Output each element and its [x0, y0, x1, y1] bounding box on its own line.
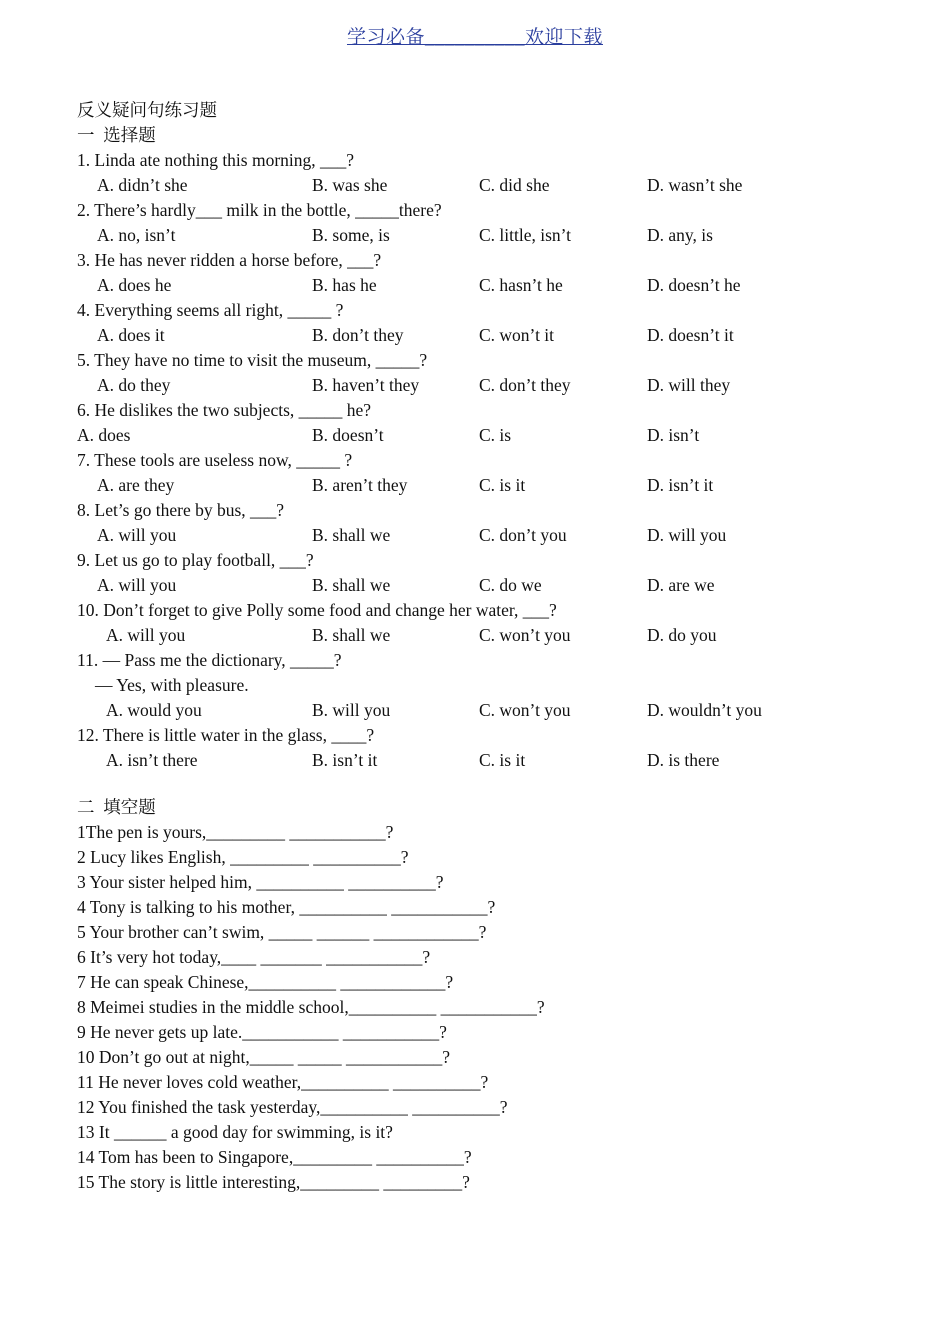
answer-option: C. is it [479, 475, 526, 495]
question-text: 12. There is little water in the glass, ____? [77, 725, 375, 745]
answer-option: C. is it [479, 750, 526, 770]
question-text: 3. He has never ridden a horse before, ___? [77, 250, 382, 270]
section-heading-choice: 一 选择题 [77, 125, 156, 145]
answer-option: B. shall we [312, 625, 391, 645]
answer-option: C. little, isn’t [479, 225, 572, 245]
fill-in-item: 6 It’s very hot today,____ _______ ___________? [77, 947, 431, 967]
question-text: 1. Linda ate nothing this morning, ___? [77, 150, 355, 170]
fill-in-item: 14 Tom has been to Singapore,_________ __________? [77, 1147, 472, 1167]
answer-option: B. aren’t they [312, 475, 408, 495]
answer-option: B. don’t they [312, 325, 404, 345]
answer-option: C. won’t you [479, 625, 571, 645]
question-text: 10. Don’t forget to give Polly some food and change her water, ___? [77, 600, 557, 620]
answer-option: A. does [77, 425, 131, 445]
answer-option: B. shall we [312, 575, 391, 595]
question-text: 9. Let us go to play football, ___? [77, 550, 314, 570]
fill-in-item: 5 Your brother can’t swim, _____ ______ ____________? [77, 922, 487, 942]
document-title: 反义疑问句练习题 [77, 100, 217, 120]
question-text: 5. They have no time to visit the museum, _____? [77, 350, 428, 370]
answer-option: D. wouldn’t you [647, 700, 762, 720]
answer-option: A. would you [106, 700, 202, 720]
question-response: — Yes, with pleasure. [95, 675, 249, 695]
answer-option: B. will you [312, 700, 391, 720]
answer-option: C. hasn’t he [479, 275, 563, 295]
fill-in-item: 13 It ______ a good day for swimming, is it? [77, 1122, 393, 1142]
answer-option: B. haven’t they [312, 375, 420, 395]
fill-in-item: 12 You finished the task yesterday,__________ __________? [77, 1097, 508, 1117]
question-text: 7. These tools are useless now, _____ ? [77, 450, 353, 470]
question-text: 2. There’s hardly___ milk in the bottle, _____there? [77, 200, 442, 220]
fill-in-item: 3 Your sister helped him, __________ __________? [77, 872, 444, 892]
answer-option: A. didn’t she [97, 175, 188, 195]
fill-in-item: 1The pen is yours,_________ ___________? [77, 822, 394, 842]
answer-option: A. does it [97, 325, 165, 345]
fill-in-item: 8 Meimei studies in the middle school,__________ ___________? [77, 997, 545, 1017]
answer-option: B. some, is [312, 225, 390, 245]
answer-option: D. doesn’t he [647, 275, 741, 295]
fill-in-item: 11 He never loves cold weather,__________ __________? [77, 1072, 489, 1092]
answer-option: D. will you [647, 525, 727, 545]
answer-option: C. do we [479, 575, 542, 595]
answer-option: A. will you [97, 525, 177, 545]
answer-option: D. isn’t [647, 425, 700, 445]
answer-option: C. don’t they [479, 375, 571, 395]
answer-option: B. has he [312, 275, 377, 295]
answer-option: D. will they [647, 375, 731, 395]
question-text: 6. He dislikes the two subjects, _____ he? [77, 400, 372, 420]
fill-in-item: 15 The story is little interesting,_________ _________? [77, 1172, 470, 1192]
answer-option: D. doesn’t it [647, 325, 734, 345]
answer-option: A. will you [97, 575, 177, 595]
section-heading-fill: 二 填空题 [77, 797, 156, 817]
page-header: 学习必备__________欢迎下载 [346, 27, 603, 48]
answer-option: C. won’t it [479, 325, 555, 345]
answer-option: B. shall we [312, 525, 391, 545]
answer-option: D. are we [647, 575, 715, 595]
fill-in-item: 4 Tony is talking to his mother, __________ ___________? [77, 897, 496, 917]
fill-in-item: 7 He can speak Chinese,__________ ____________? [77, 972, 454, 992]
answer-option: C. is [479, 425, 512, 445]
question-text: 11. — Pass me the dictionary, _____? [77, 650, 342, 670]
answer-option: C. don’t you [479, 525, 567, 545]
answer-option: A. no, isn’t [97, 225, 176, 245]
answer-option: C. did she [479, 175, 550, 195]
answer-option: B. was she [312, 175, 388, 195]
answer-option: A. do they [97, 375, 171, 395]
fill-in-item: 2 Lucy likes English, _________ __________? [77, 847, 409, 867]
fill-in-item: 10 Don’t go out at night,_____ _____ ___________? [77, 1047, 450, 1067]
answer-option: D. wasn’t she [647, 175, 743, 195]
answer-option: D. do you [647, 625, 717, 645]
answer-option: A. are they [97, 475, 175, 495]
answer-option: B. doesn’t [312, 425, 384, 445]
answer-option: A. isn’t there [106, 750, 198, 770]
answer-option: D. any, is [647, 225, 713, 245]
answer-option: D. is there [647, 750, 720, 770]
answer-option: A. will you [106, 625, 186, 645]
answer-option: B. isn’t it [312, 750, 378, 770]
question-text: 8. Let’s go there by bus, ___? [77, 500, 285, 520]
answer-option: A. does he [97, 275, 172, 295]
answer-option: C. won’t you [479, 700, 571, 720]
fill-in-item: 9 He never gets up late.___________ ___________? [77, 1022, 447, 1042]
question-text: 4. Everything seems all right, _____ ? [77, 300, 344, 320]
answer-option: D. isn’t it [647, 475, 714, 495]
